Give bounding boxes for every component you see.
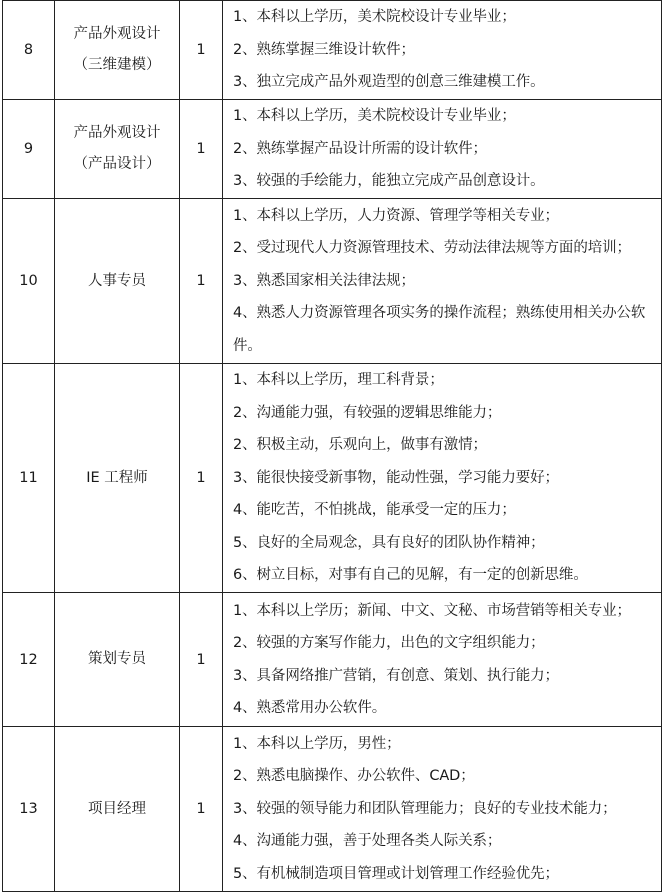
table-row [3,593,662,727]
requirement-item: 4、熟悉常用办公软件。 [233,700,387,716]
requirement-item: 2、熟悉电脑操作、办公软件、CAD； [233,768,475,785]
requirement-item: 4、熟悉人力资源管理各项实务的操作流程；熟练使用相关办公软件。 [233,305,646,354]
position-name: 产品外观设计 [73,26,161,42]
requirement-item: 3、具备网络推广营销，有创意、策划、执行能力； [233,667,559,684]
requirements-cell [223,727,662,892]
row-number: 13 [3,727,55,892]
position-name: 产品外观设计 [73,125,161,141]
headcount: 1 [180,364,223,593]
requirement-item: 1、本科以上学历；新闻、中文、文秘、市场营销等相关专业； [233,602,631,619]
position-subtitle: （三维建模） [73,57,161,73]
headcount: 1 [180,100,223,199]
requirements-cell [223,199,662,364]
table-row [3,1,662,100]
position-cell [55,100,180,199]
position-name: 项目经理 [88,800,146,817]
requirement-item: 6、树立目标，对事有自己的见解，有一定的创新思维。 [233,567,588,584]
row-number: 12 [3,593,55,727]
row-number: 11 [3,364,55,593]
requirement-item: 2、沟通能力强，有较强的逻辑思维能力； [233,404,502,421]
headcount: 1 [180,727,223,892]
headcount: 1 [180,593,223,727]
table-row [3,727,662,892]
requirements-cell [223,100,662,199]
requirement-item: 4、沟通能力强，善于处理各类人际关系； [233,833,502,850]
requirements-cell [223,364,662,593]
position-cell [55,199,180,364]
position-name: 策划专员 [88,651,146,667]
requirement-item: 3、较强的领导能力和团队管理能力；良好的专业技术能力； [233,800,617,817]
requirement-item: 3、独立完成产品外观造型的创意三维建模工作。 [233,74,545,91]
headcount: 1 [180,1,223,100]
requirement-item: 2、熟练掌握产品设计所需的设计软件； [233,140,487,157]
job-requirements-table [2,0,662,892]
requirement-item: 2、积极主动，乐观向上，做事有激情； [233,437,487,454]
row-number: 8 [3,1,55,100]
requirement-item: 5、良好的全局观念，具有良好的团队协作精神； [233,534,545,551]
table-row [3,100,662,199]
headcount: 1 [180,199,223,364]
position-name: 人事专员 [88,272,146,289]
table-row [3,199,662,364]
requirement-item: 1、本科以上学历，美术院校设计专业毕业； [233,108,516,125]
position-cell [55,727,180,892]
position-name: IE 工程师 [86,469,148,486]
requirement-item: 2、受过现代人力资源管理技术、劳动法律法规等方面的培训； [233,240,631,257]
requirement-item: 1、本科以上学历，男性； [233,735,401,752]
requirement-item: 4、能吃苦，不怕挑战，能承受一定的压力； [233,502,516,519]
table-row [3,364,662,593]
position-cell [55,1,180,100]
requirement-item: 3、较强的手绘能力，能独立完成产品创意设计。 [233,173,545,190]
requirements-cell [223,593,662,727]
position-subtitle: （产品设计） [73,156,161,172]
requirements-cell [223,1,662,100]
requirement-item: 5、有机械制造项目管理或计划管理工作经验优先； [233,865,559,882]
requirement-item: 2、熟练掌握三维设计软件； [233,41,415,58]
position-cell [55,593,180,727]
requirement-item: 1、本科以上学历，人力资源、管理学等相关专业； [233,207,559,224]
requirement-item: 1、本科以上学历，理工科背景； [233,372,444,389]
row-number: 9 [3,100,55,199]
requirement-item: 3、熟悉国家相关法律法规； [233,272,415,289]
requirement-item: 3、能很快接受新事物，能动性强，学习能力要好； [233,469,559,486]
row-number: 10 [3,199,55,364]
requirement-item: 1、本科以上学历，美术院校设计专业毕业； [233,9,516,26]
position-cell [55,364,180,593]
requirement-item: 2、较强的方案写作能力，出色的文字组织能力； [233,635,545,651]
